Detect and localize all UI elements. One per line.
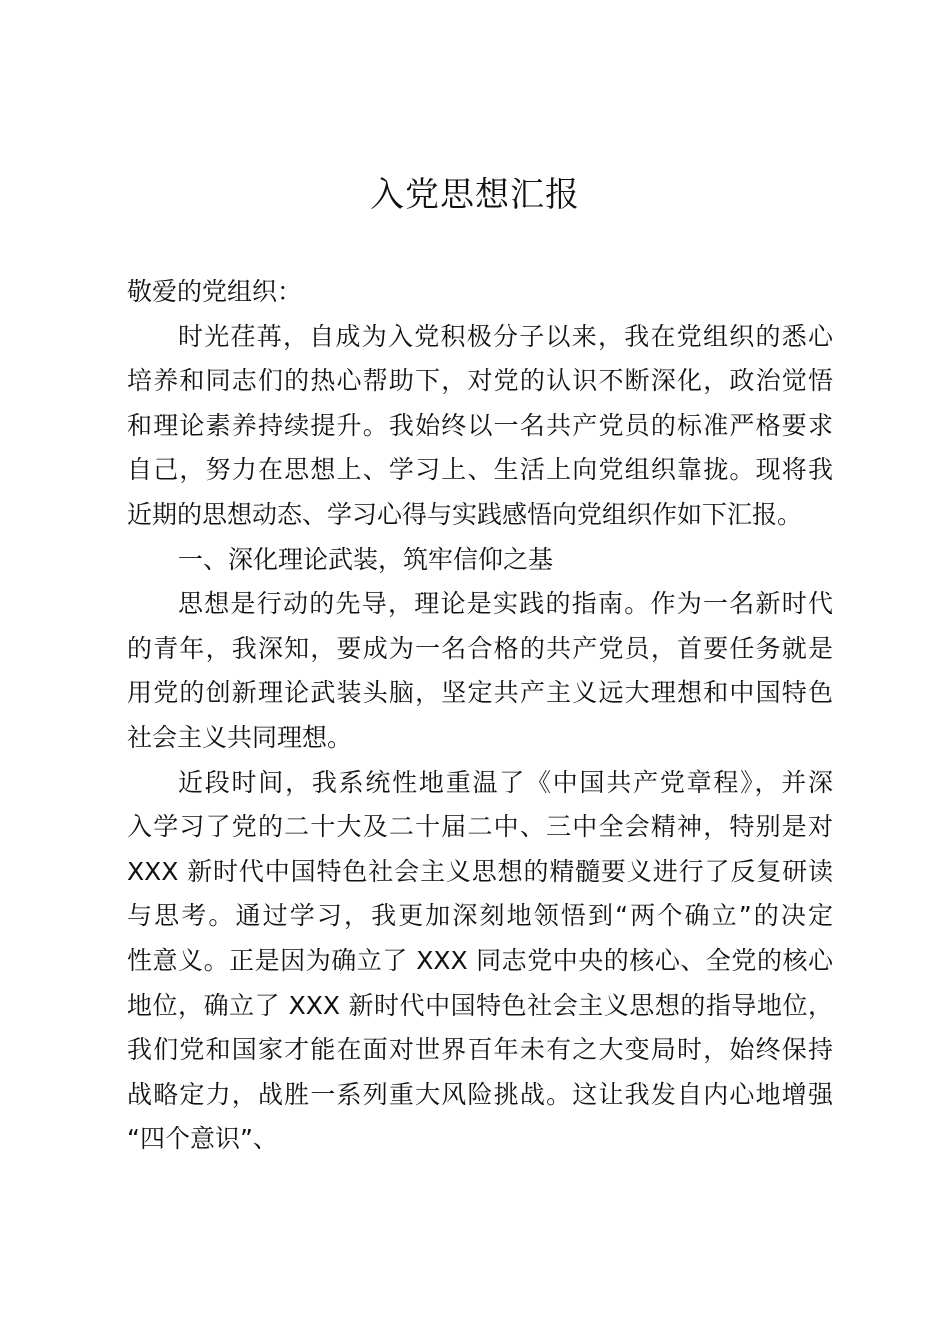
text-line: 培养和同志们的热心帮助下，对党的认识不断深化，政治觉悟 xyxy=(127,366,833,396)
text-line: 性意义。正是因为确立了 XXX 同志党中央的核心、全党的核心 xyxy=(127,945,833,975)
text-line: 与思考。通过学习，我更加深刻地领悟到“两个确立”的决定 xyxy=(127,901,833,931)
text-line: XXX 新时代中国特色社会主义思想的精髓要义进行了反复研读 xyxy=(127,856,833,886)
document-body xyxy=(127,270,833,1162)
greeting-line: 敬爱的党组织： xyxy=(127,277,303,306)
text-line: 时光荏苒，自成为入党积极分子以来，我在党组织的悉心 xyxy=(178,321,833,351)
text-line: 近期的思想动态、学习心得与实践感悟向党组织作如下汇报。 xyxy=(127,499,803,529)
text-line: 和理论素养持续提升。我始终以一名共产党员的标准严格要求 xyxy=(127,410,833,440)
text-line: “四个意识”、 xyxy=(127,1124,278,1154)
text-line: 地位，确立了 XXX 新时代中国特色社会主义思想的指导地位， xyxy=(127,990,833,1020)
text-line: 用党的创新理论武装头脑，坚定共产主义远大理想和中国特色 xyxy=(127,678,833,708)
text-line: 入学习了党的二十大及二十届二中、三中全会精神，特别是对 xyxy=(127,812,833,842)
text-line: 近段时间，我系统性地重温了《中国共产党章程》，并深 xyxy=(178,767,833,797)
paragraph-lines xyxy=(127,315,833,1162)
text-line: 战略定力，战胜一系列重大风险挑战。这让我发自内心地增强 xyxy=(127,1079,833,1109)
document-title: 入党思想汇报 xyxy=(370,175,580,215)
text-line: 社会主义共同理想。 xyxy=(127,722,353,752)
text-line: 的青年，我深知，要成为一名合格的共产党员，首要任务就是 xyxy=(127,633,833,663)
text-line: 思想是行动的先导，理论是实践的指南。作为一名新时代 xyxy=(178,589,833,619)
section-heading: 一、深化理论武装，筑牢信仰之基 xyxy=(178,544,554,574)
text-line: 我们党和国家才能在面对世界百年未有之大变局时，始终保持 xyxy=(127,1035,833,1065)
text-line: 自己，努力在思想上、学习上、生活上向党组织靠拢。现将我 xyxy=(127,455,833,485)
